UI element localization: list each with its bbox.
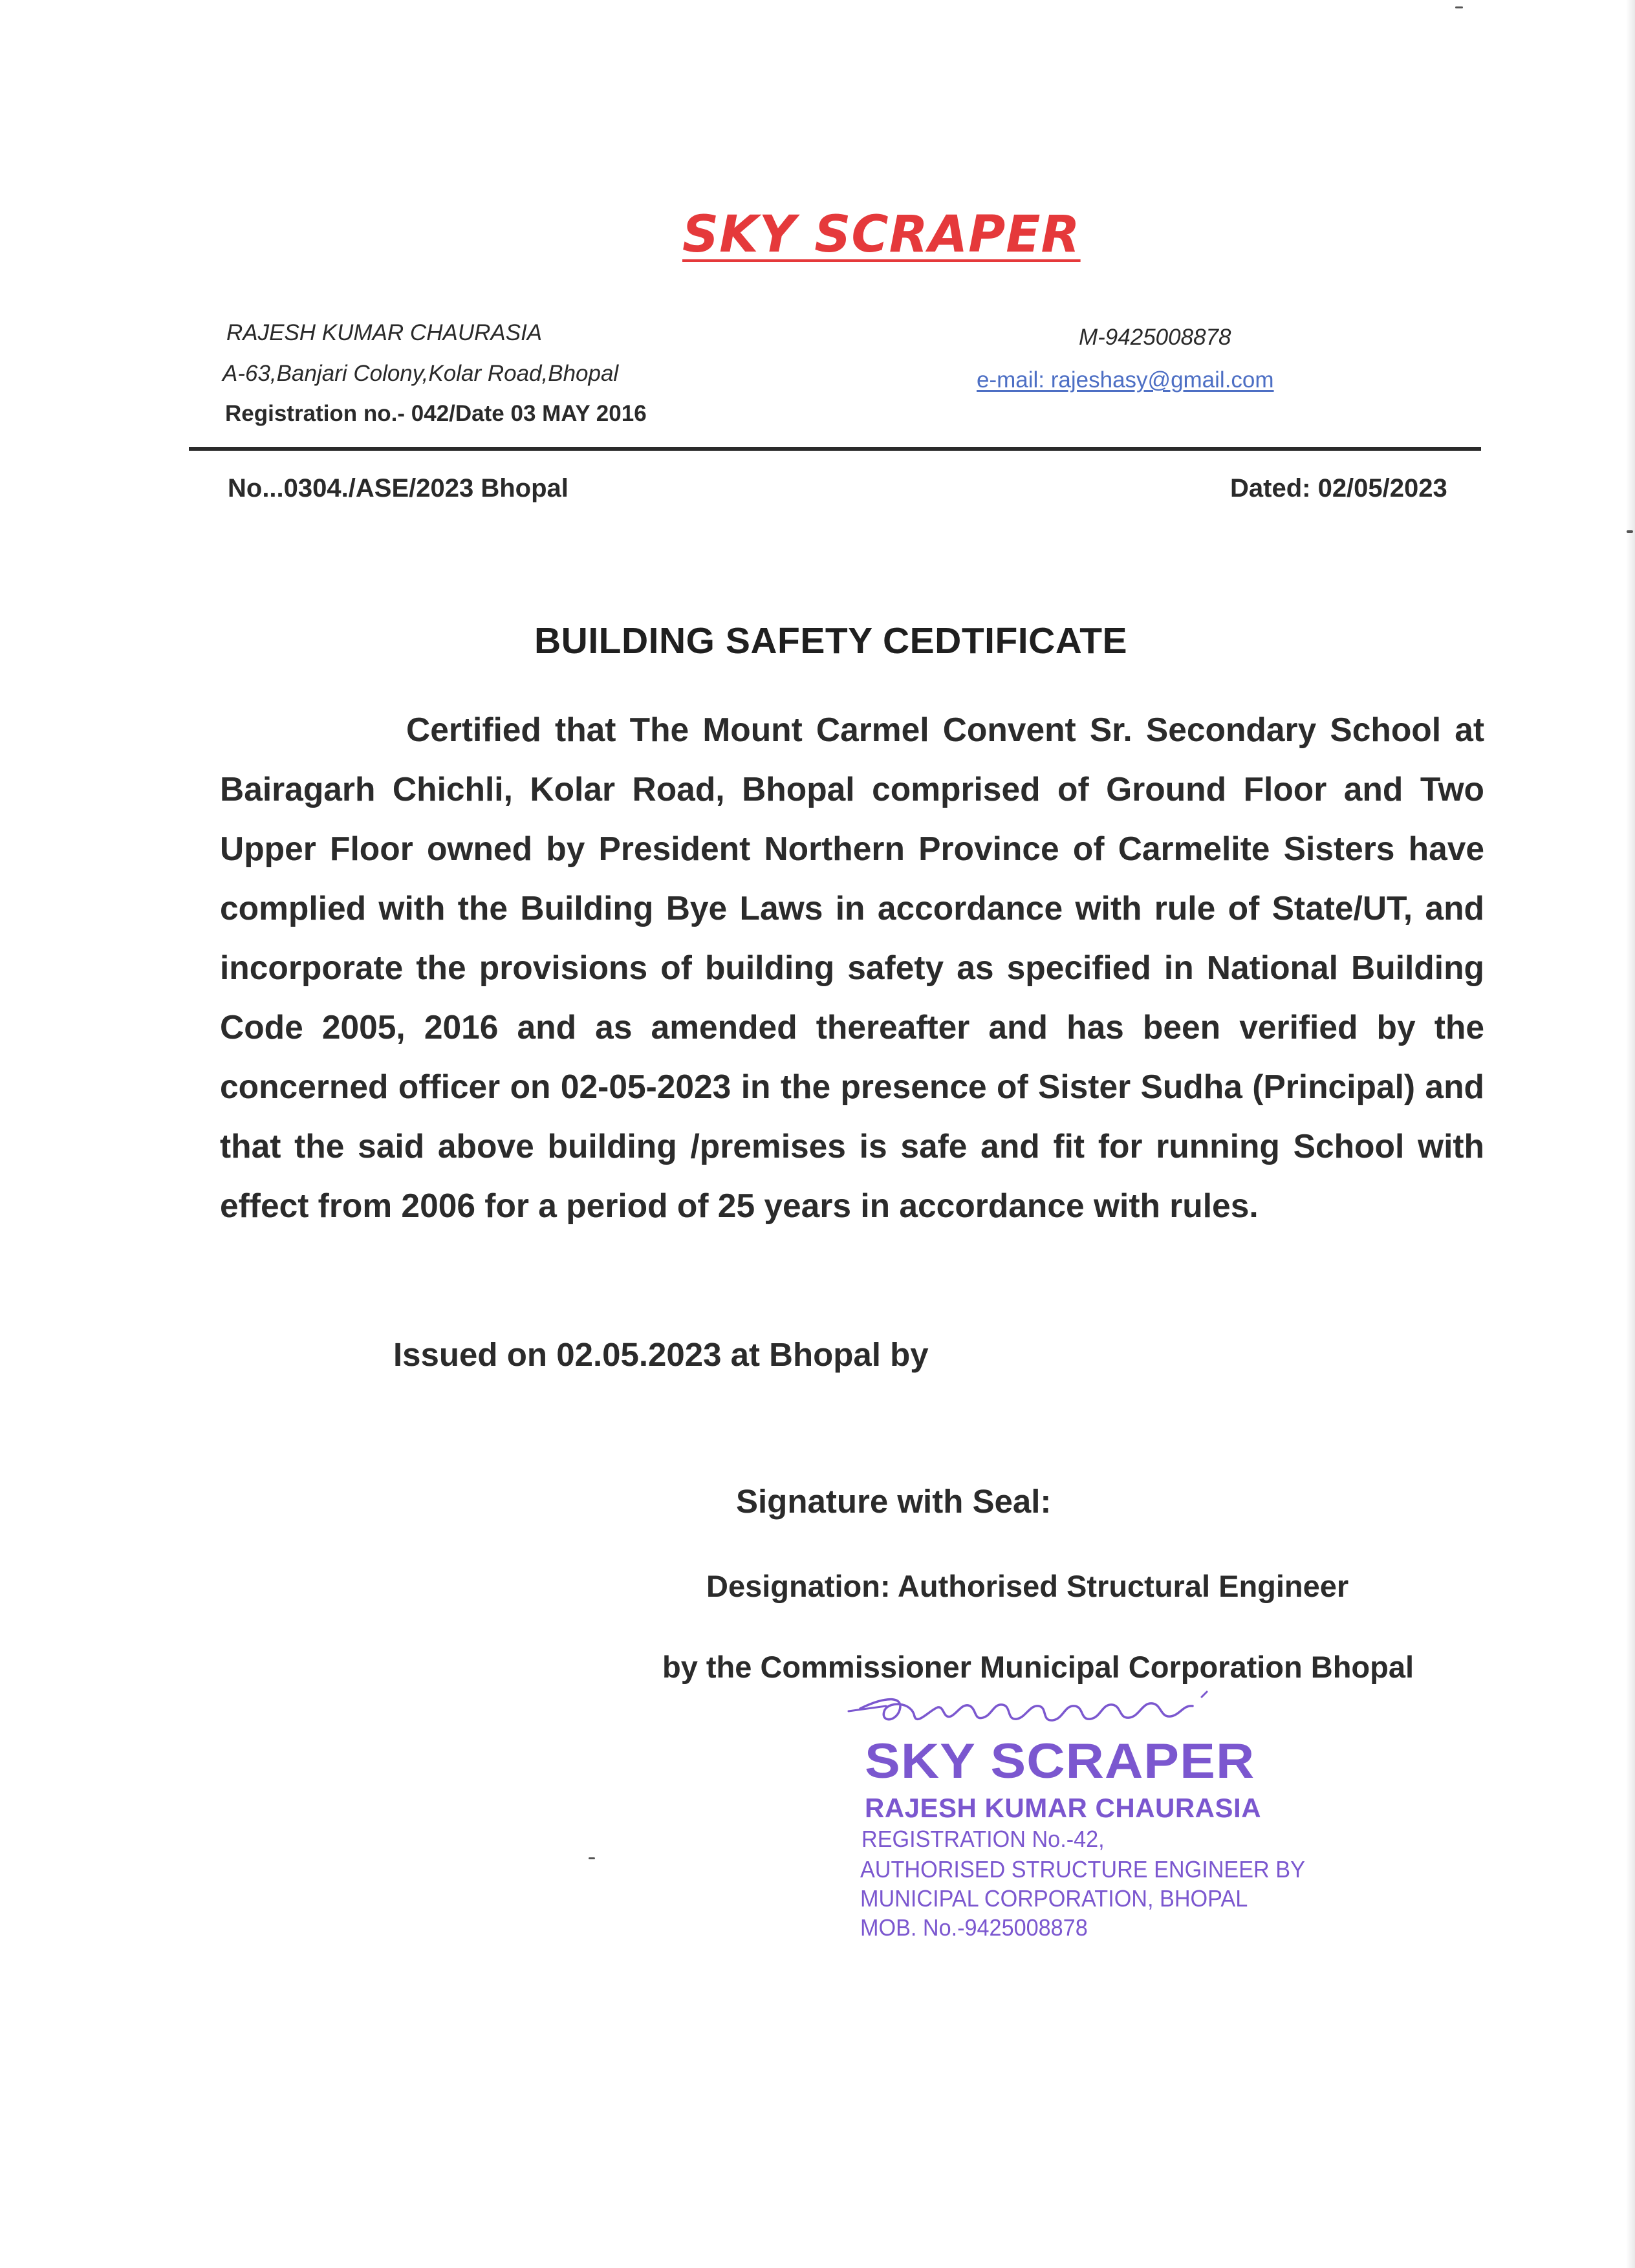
- page-edge-shadow: [1626, 0, 1635, 2268]
- stamp-designation: AUTHORISED STRUCTURE ENGINEER BY: [860, 1856, 1305, 1883]
- signature-label: Signature with Seal:: [736, 1483, 1052, 1520]
- certificate-body-text: Certified that The Mount Carmel Convent Sr. Secondary School at Bairagarh Chichli, Kolar Road, Bhopal comprised of Ground Floor and Two Upper Floor owned by President Northern Province of Carmelite Sisters have complied with the Building Bye Laws in accordance with rule of State/UT, and incorporate the provisions of building safety as specified in National Building Code 2005, 2016 and as amended thereafter and has been verified by the concerned officer on 02-05-2023 in the presence of Sister Sudha (Principal) and that the said above building /premises is safe and fit for running School with effect from 2006 for a period of 25 years in accordance with rules.: [220, 711, 1484, 1224]
- designation-line: Designation: Authorised Structural Engineer: [706, 1569, 1349, 1603]
- letterhead-address: A-63,Banjari Colony,Kolar Road,Bhopal: [222, 361, 619, 386]
- scan-speck: [589, 1857, 595, 1859]
- letterhead-divider: [189, 447, 1481, 451]
- issued-statement: Issued on 02.05.2023 at Bhopal by: [393, 1336, 929, 1373]
- letterhead-brand: SKY SCRAPER: [682, 206, 1081, 264]
- certificate-title: BUILDING SAFETY CEDTIFICATE: [534, 620, 1128, 662]
- letterhead-name: RAJESH KUMAR CHAURASIA: [226, 320, 543, 345]
- scan-speck: [1627, 530, 1633, 533]
- stamp-authority: MUNICIPAL CORPORATION, BHOPAL: [860, 1885, 1248, 1912]
- stamp-mobile: MOB. No.-9425008878: [860, 1914, 1088, 1941]
- certificate-body: [220, 700, 1484, 1235]
- reference-number: No...0304./ASE/2023 Bhopal: [228, 474, 568, 502]
- handwritten-signature: [847, 1683, 1248, 1741]
- authority-line: by the Commissioner Municipal Corporation Bhopal: [662, 1650, 1414, 1684]
- stamp-name: RAJESH KUMAR CHAURASIA: [865, 1793, 1262, 1823]
- reference-date: Dated: 02/05/2023: [1230, 474, 1447, 502]
- letterhead-email-link[interactable]: e-mail: rajeshasy@gmail.com: [977, 367, 1274, 393]
- stamp-registration: REGISTRATION No.-42,: [861, 1826, 1105, 1852]
- stamp-brand: SKY SCRAPER: [865, 1734, 1255, 1789]
- letterhead-registration: Registration no.- 042/Date 03 MAY 2016: [225, 401, 647, 426]
- letterhead-mobile: M-9425008878: [1079, 325, 1231, 350]
- scan-speck: [1455, 6, 1463, 8]
